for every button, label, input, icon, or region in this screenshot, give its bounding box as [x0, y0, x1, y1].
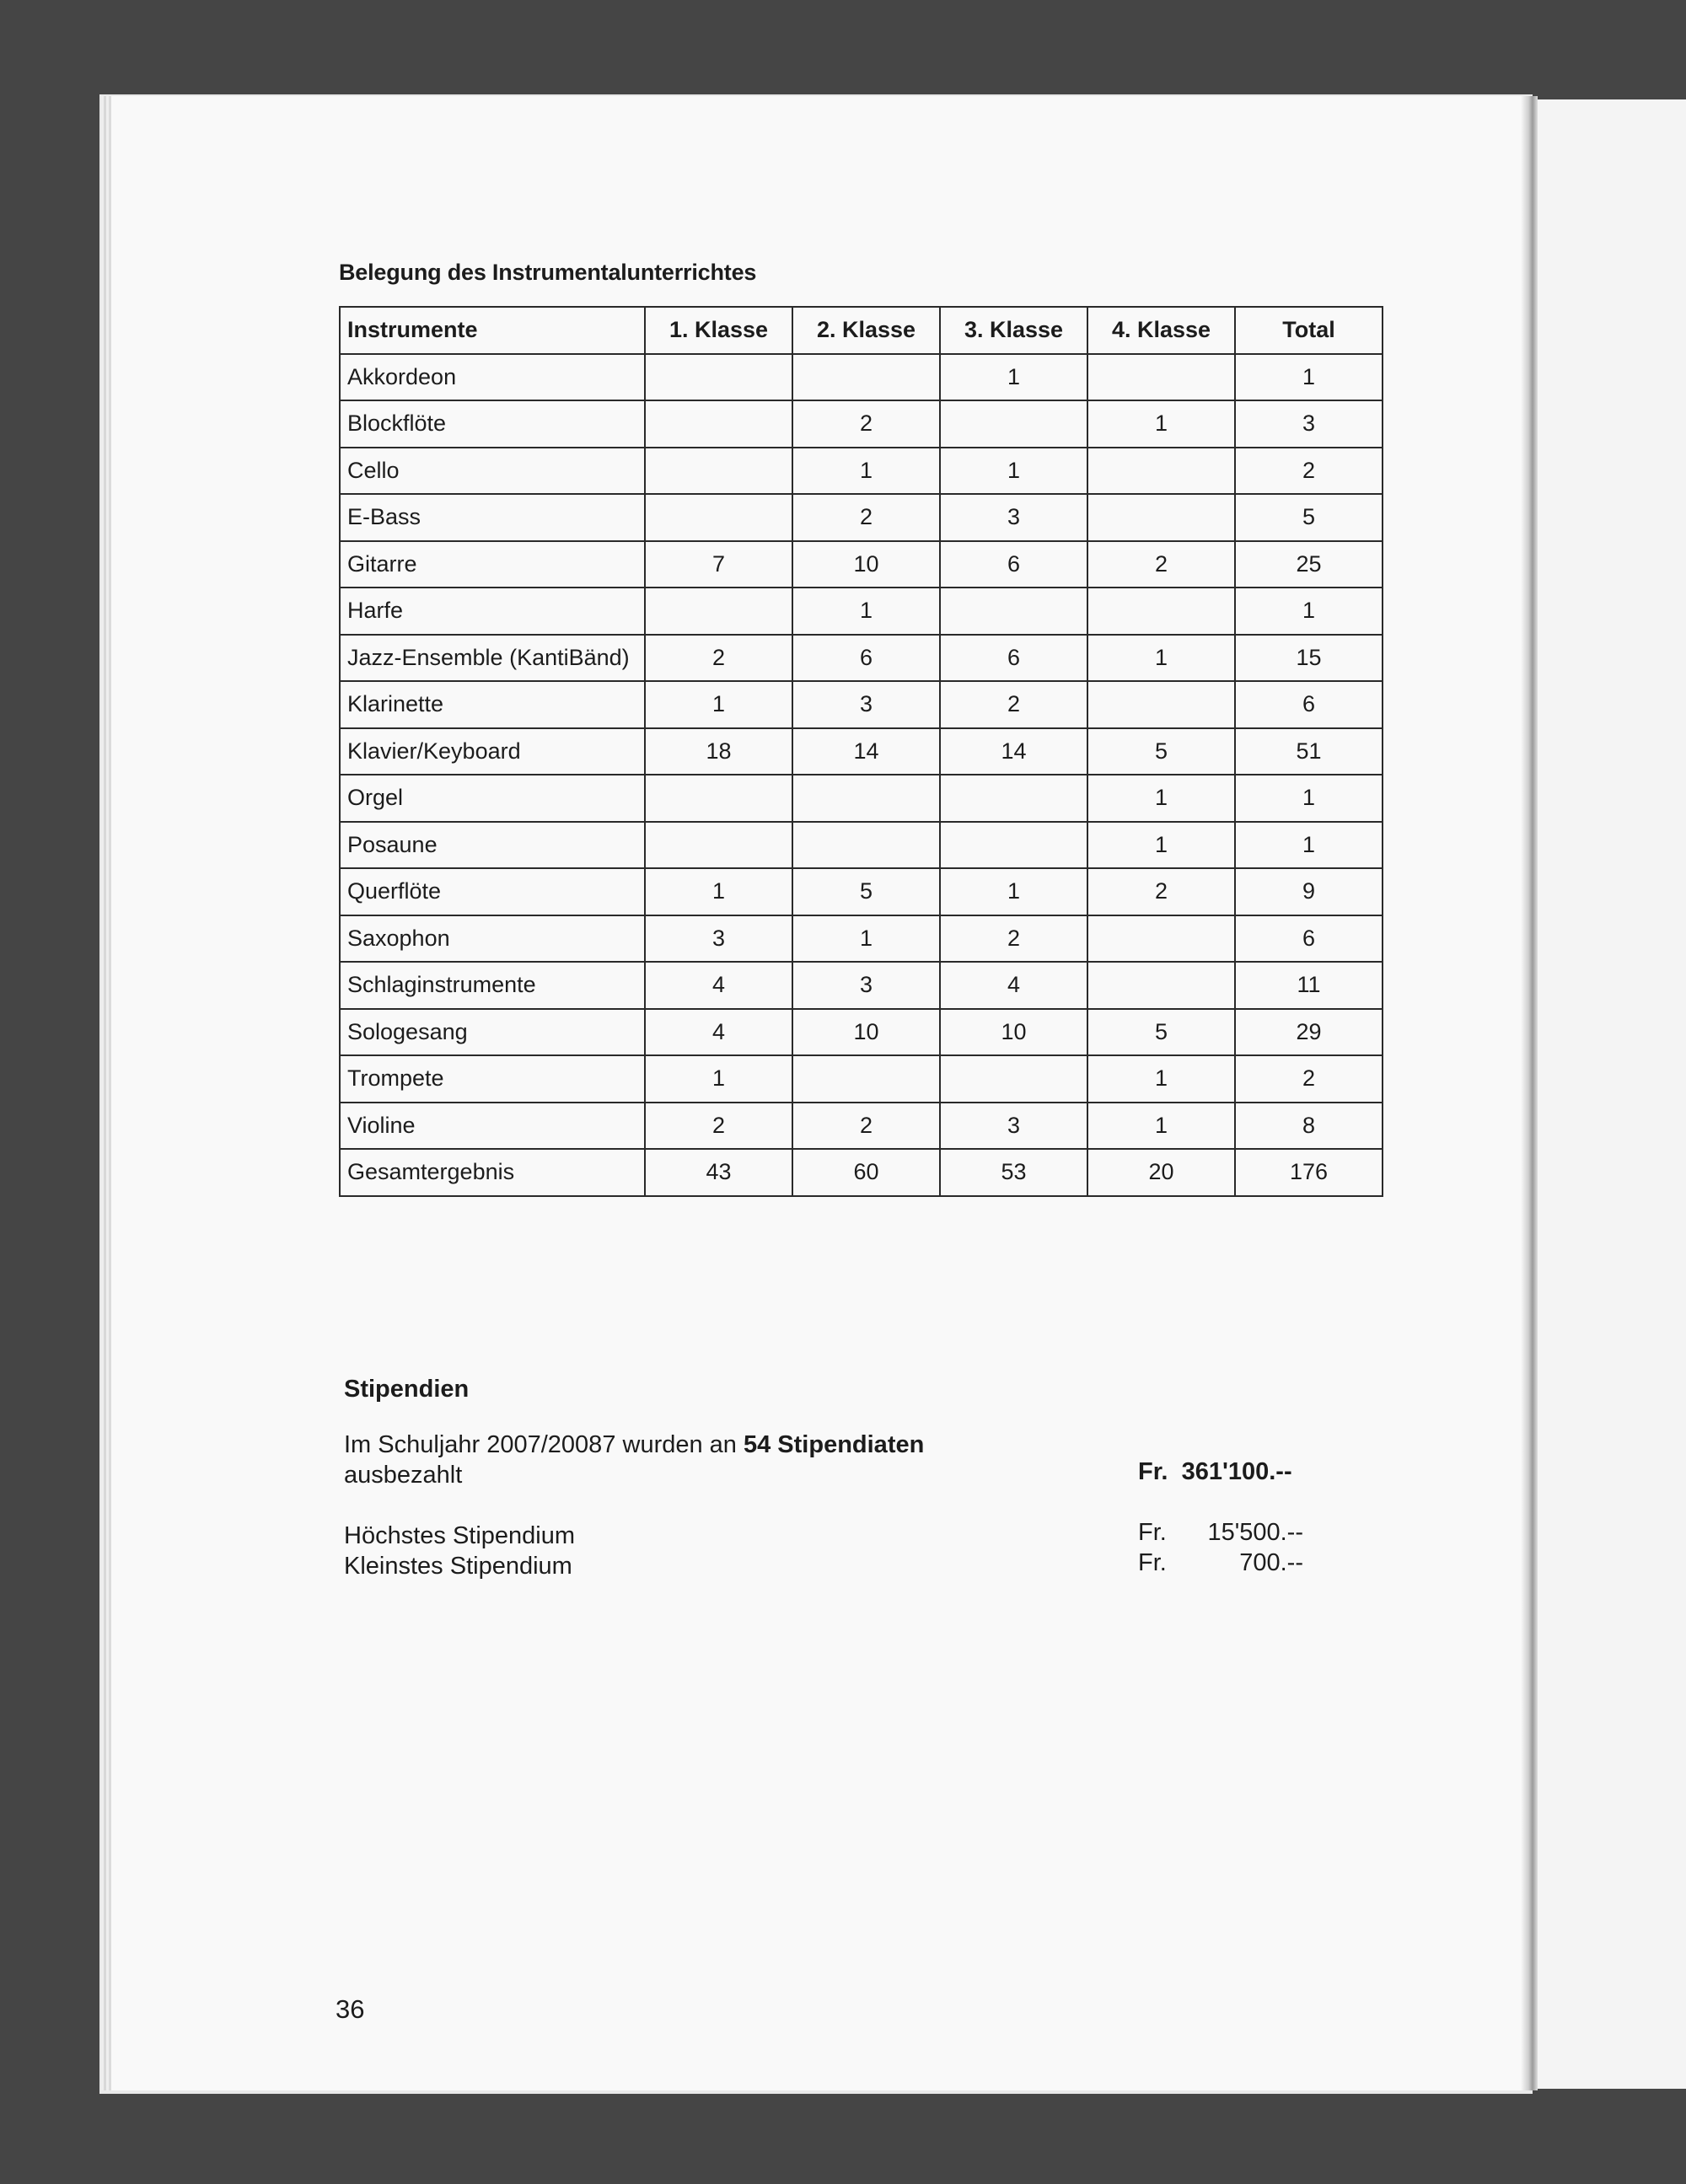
count-cell [1087, 681, 1235, 728]
instrument-cell: Gesamtergebnis [340, 1149, 645, 1196]
instrument-cell: Posaune [340, 822, 645, 869]
count-cell: 14 [940, 728, 1087, 775]
table-row [340, 728, 1383, 775]
instrument-cell: Orgel [340, 775, 645, 822]
table-row [340, 1103, 1383, 1150]
count-cell: 2 [792, 1103, 940, 1150]
count-cell: 2 [1087, 868, 1235, 915]
stipendien-paragraph [344, 1430, 1035, 1490]
count-cell [1087, 494, 1235, 541]
instrument-cell: Trompete [340, 1055, 645, 1103]
count-cell: 4 [940, 962, 1087, 1009]
stipendium-label: Höchstes Stipendium [344, 1522, 576, 1549]
instrument-cell: Harfe [340, 588, 645, 635]
count-cell: 1 [1087, 775, 1235, 822]
table-body [340, 354, 1383, 1196]
sentence-end: ausbezahlt [344, 1462, 463, 1489]
count-cell: 2 [792, 494, 940, 541]
count-cell: 10 [940, 1009, 1087, 1056]
amount: 15'500.-- [1207, 1519, 1303, 1546]
count-cell: 1 [940, 448, 1087, 495]
stipendium-label: Kleinstes Stipendium [344, 1553, 572, 1580]
instrument-cell: Sologesang [340, 1009, 645, 1056]
table-row [340, 541, 1383, 588]
table-row [340, 588, 1383, 635]
count-cell: 2 [792, 400, 940, 448]
count-cell: 1 [1235, 775, 1383, 822]
table-row [340, 635, 1383, 682]
count-cell: 9 [1235, 868, 1383, 915]
count-cell: 1 [1087, 635, 1235, 682]
count-cell: 6 [1235, 915, 1383, 963]
count-cell: 1 [1087, 822, 1235, 869]
count-cell: 43 [645, 1149, 792, 1196]
count-cell [645, 354, 792, 401]
count-cell: 5 [1235, 494, 1383, 541]
count-cell [940, 400, 1087, 448]
count-cell: 6 [792, 635, 940, 682]
count-cell: 3 [940, 494, 1087, 541]
count-cell [645, 494, 792, 541]
table-header-row [340, 307, 1383, 354]
instrument-table [339, 306, 1383, 1197]
count-cell: 2 [645, 1103, 792, 1150]
count-cell: 6 [1235, 681, 1383, 728]
instrument-cell: E-Bass [340, 494, 645, 541]
count-cell: 25 [1235, 541, 1383, 588]
instrument-cell: Klavier/Keyboard [340, 728, 645, 775]
count-cell: 20 [1087, 1149, 1235, 1196]
instrument-cell: Saxophon [340, 915, 645, 963]
column-header: 2. Klasse [792, 307, 940, 354]
count-cell: 6 [940, 635, 1087, 682]
count-cell: 10 [792, 1009, 940, 1056]
count-cell: 3 [792, 962, 940, 1009]
count-cell: 1 [1087, 400, 1235, 448]
count-cell [940, 588, 1087, 635]
table-row [340, 400, 1383, 448]
stipendium-labels [344, 1521, 575, 1581]
instrument-cell: Querflöte [340, 868, 645, 915]
count-cell: 4 [645, 1009, 792, 1056]
table-row [340, 354, 1383, 401]
page-number: 36 [336, 1994, 365, 2024]
total-amount: Fr. 361'100.-- [1138, 1458, 1292, 1485]
count-cell: 2 [1235, 1055, 1383, 1103]
instrument-cell: Akkordeon [340, 354, 645, 401]
count-cell [792, 354, 940, 401]
count-cell: 14 [792, 728, 940, 775]
count-cell: 3 [792, 681, 940, 728]
count-cell: 15 [1235, 635, 1383, 682]
count-cell: 1 [792, 448, 940, 495]
count-cell: 29 [1235, 1009, 1383, 1056]
table-row [340, 448, 1383, 495]
instrument-cell: Gitarre [340, 541, 645, 588]
column-header: 1. Klasse [645, 307, 792, 354]
stipendium-amount-row [1138, 1517, 1303, 1548]
sentence-bold: 54 Stipendiaten [743, 1431, 925, 1458]
count-cell [940, 822, 1087, 869]
count-cell: 5 [1087, 728, 1235, 775]
count-cell: 60 [792, 1149, 940, 1196]
count-cell: 2 [645, 635, 792, 682]
count-cell [940, 775, 1087, 822]
table-row [340, 868, 1383, 915]
count-cell: 3 [1235, 400, 1383, 448]
count-cell: 1 [1235, 354, 1383, 401]
count-cell: 1 [1087, 1055, 1235, 1103]
count-cell [645, 400, 792, 448]
count-cell: 53 [940, 1149, 1087, 1196]
count-cell: 1 [1235, 822, 1383, 869]
count-cell [645, 822, 792, 869]
table-row [340, 915, 1383, 963]
count-cell: 2 [940, 681, 1087, 728]
count-cell [645, 588, 792, 635]
facing-page [1536, 99, 1686, 2089]
count-cell: 5 [1087, 1009, 1235, 1056]
count-cell: 11 [1235, 962, 1383, 1009]
currency: Fr. [1138, 1549, 1167, 1576]
count-cell [645, 448, 792, 495]
amount: 700.-- [1239, 1549, 1303, 1576]
instrument-cell: Cello [340, 448, 645, 495]
count-cell: 51 [1235, 728, 1383, 775]
count-cell [1087, 588, 1235, 635]
count-cell: 1 [792, 915, 940, 963]
table-row [340, 494, 1383, 541]
count-cell: 1 [940, 868, 1087, 915]
count-cell: 2 [940, 915, 1087, 963]
count-cell: 1 [1087, 1103, 1235, 1150]
count-cell: 4 [645, 962, 792, 1009]
count-cell [645, 775, 792, 822]
count-cell: 2 [1235, 448, 1383, 495]
count-cell [940, 1055, 1087, 1103]
count-cell: 176 [1235, 1149, 1383, 1196]
instrument-cell: Jazz-Ensemble (KantiBänd) [340, 635, 645, 682]
sentence-start: Im Schuljahr 2007/20087 wurden an [344, 1431, 744, 1458]
count-cell [1087, 354, 1235, 401]
count-cell [1087, 915, 1235, 963]
count-cell: 5 [792, 868, 940, 915]
count-cell [792, 775, 940, 822]
book-gutter [1521, 96, 1538, 2090]
table-row [340, 681, 1383, 728]
column-header: 3. Klasse [940, 307, 1087, 354]
section-heading-stipendien: Stipendien [344, 1376, 470, 1403]
column-header: Instrumente [340, 307, 645, 354]
stipendium-amounts [1138, 1517, 1303, 1578]
table-row [340, 775, 1383, 822]
instrument-cell: Violine [340, 1103, 645, 1150]
count-cell: 1 [792, 588, 940, 635]
instrument-cell: Klarinette [340, 681, 645, 728]
table-row [340, 962, 1383, 1009]
count-cell [792, 822, 940, 869]
column-header: Total [1235, 307, 1383, 354]
count-cell: 8 [1235, 1103, 1383, 1150]
count-cell: 10 [792, 541, 940, 588]
stipendium-amount-row [1138, 1548, 1303, 1578]
count-cell: 18 [645, 728, 792, 775]
table-title: Belegung des Instrumentalunterrichtes [339, 260, 757, 285]
count-cell: 6 [940, 541, 1087, 588]
instrument-cell: Schlaginstrumente [340, 962, 645, 1009]
count-cell: 7 [645, 541, 792, 588]
count-cell [1087, 962, 1235, 1009]
count-cell [1087, 448, 1235, 495]
table-row [340, 1055, 1383, 1103]
currency: Fr. [1138, 1519, 1167, 1546]
count-cell: 1 [645, 868, 792, 915]
count-cell: 3 [645, 915, 792, 963]
column-header: 4. Klasse [1087, 307, 1235, 354]
count-cell: 3 [940, 1103, 1087, 1150]
count-cell: 1 [1235, 588, 1383, 635]
count-cell [792, 1055, 940, 1103]
count-cell: 1 [645, 1055, 792, 1103]
count-cell: 2 [1087, 541, 1235, 588]
table-row [340, 822, 1383, 869]
table-row [340, 1149, 1383, 1196]
table-row [340, 1009, 1383, 1056]
instrument-cell: Blockflöte [340, 400, 645, 448]
count-cell: 1 [940, 354, 1087, 401]
count-cell: 1 [645, 681, 792, 728]
